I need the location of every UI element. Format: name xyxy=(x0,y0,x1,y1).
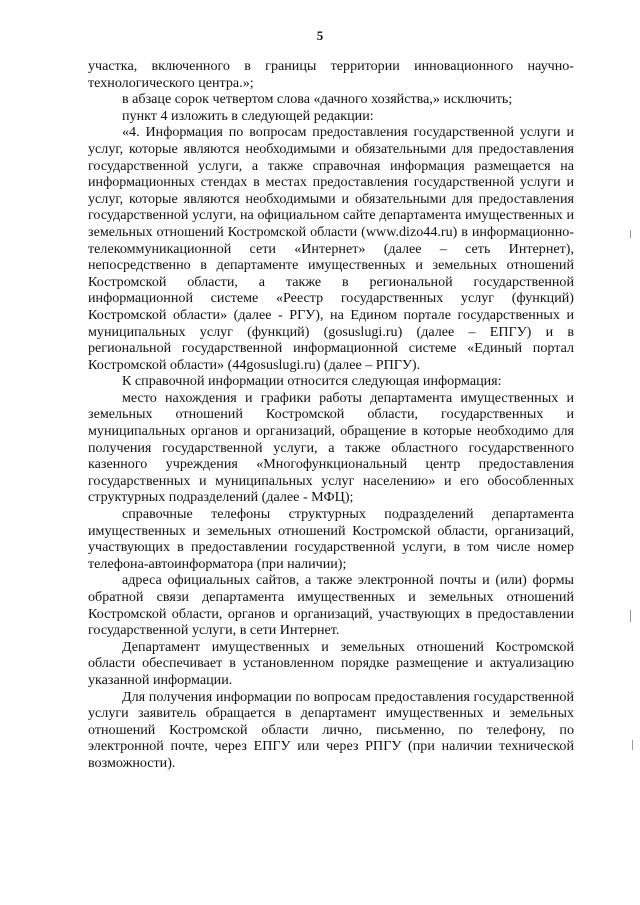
document-body xyxy=(88,58,574,772)
paragraph-amendment-abzac-44: в абзаце сорок четвертом слова «дачного хозяйства,» исключить; xyxy=(122,91,513,108)
scan-margin-mark xyxy=(630,610,631,622)
paragraph-amendment-point-4: пункт 4 изложить в следующей редакции: xyxy=(122,107,374,124)
paragraph-department-ensures: Департамент имущественных и земельных отношений Костромской области обеспечивает в установленном порядке размещение и актуализацию указанной информации. xyxy=(88,638,574,688)
page-number: 5 xyxy=(316,28,324,43)
paragraph-continuation: участка, включенного в границы территории инновационного научно-технологического центра.»; xyxy=(88,58,574,91)
paragraph-reference-info-intro: К справочной информации относится следующая информация: xyxy=(122,373,502,390)
paragraph-point-4-text: «4. Информация по вопросам предоставления государственной услуги и услуг, которые являются необходимыми и обязательными для предоставления государственной услуги, а также справочная информация размещается на информационных стендах в местах предоставления государственной услуги и услуг, которые являются необходимыми и обязательными для предоставления государственной услуги, на официальном сайте департамента имущественных и земельных отношений Костромской области (www.dizo44.ru) в информационно-телекоммуникационной сети «Интернет» (далее – сеть Интернет), непосредственно в департаменте имущественных и земельных отношений Костромской области, а также в региональной государственной информационной системе «Реестр государственных услуг (функций) Костромской области» (далее - РГУ), на Едином портале государственных и муниципальных услуг (функций) (gosuslugi.ru) (далее – ЕПГУ) и в региональной государственной информационной системе «Единый портал Костромской области» (44gosuslugi.ru) (далее – РПГУ). xyxy=(88,124,574,373)
paragraph-reference-phones: справочные телефоны структурных подразделений департамента имущественных и земельных отношений Костромской области, организаций, участвующих в предоставлении государственной услуги, в том числе номер телефона-автоинформатора (при наличии); xyxy=(88,506,574,572)
scan-margin-mark xyxy=(632,740,633,750)
paragraph-how-to-obtain-info: Для получения информации по вопросам предоставления государственной услуги заявитель обращается в департамент имущественных и земельных отношений Костромской области лично, письменно, по телефону, по электронной почте, через ЕПГУ или через РПГУ (при наличии технической возможности). xyxy=(88,688,574,771)
scan-margin-mark xyxy=(630,230,631,238)
paragraph-locations-schedules: место нахождения и графики работы департамента имущественных и земельных отношений Костромской области, государственных и муниципальных органов и организаций, обращение в которые необходимо для получения государственной услуги, а также областного государственного казенного учреждения «Многофункциональный центр предоставления государственных и муниципальных услуг населению» и его обособленных структурных подразделений (далее - МФЦ); xyxy=(88,389,574,506)
paragraph-website-addresses: адреса официальных сайтов, а также электронной почты и (или) формы обратной связи департамента имущественных и земельных отношений Костромской области, органов и организаций, участвующих в предоставлении государственной услуги, в сети Интернет. xyxy=(88,572,574,639)
